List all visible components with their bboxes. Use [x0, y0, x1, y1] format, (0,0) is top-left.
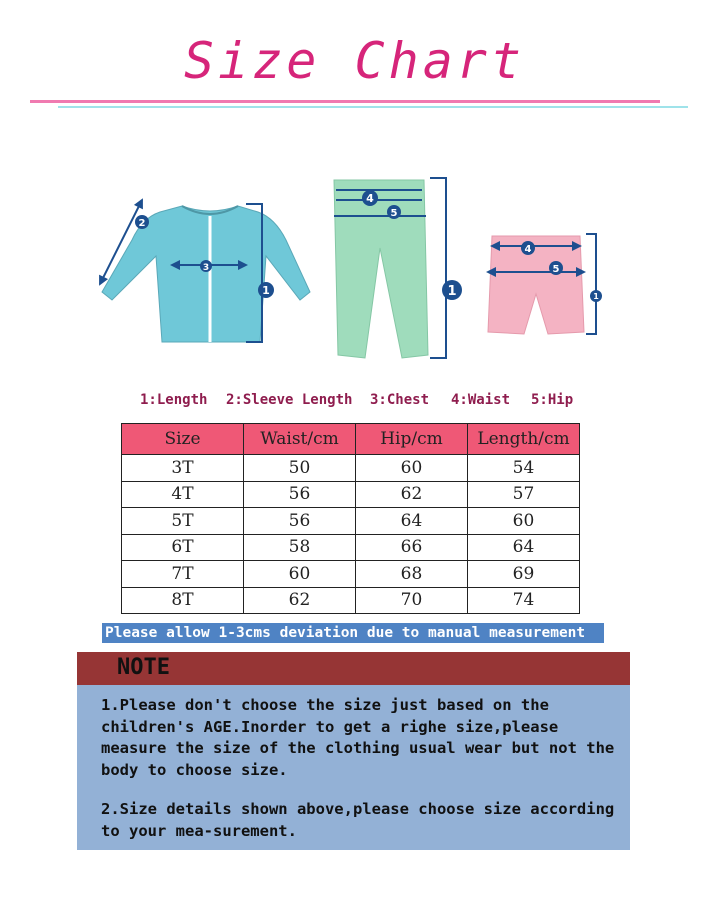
marker-shorts-waist: [521, 241, 535, 255]
header-length: Length/cm: [468, 424, 580, 455]
cell-length: 64: [468, 534, 580, 561]
marker-pants-waist: [362, 190, 378, 206]
svg-text:1: 1: [447, 284, 457, 299]
header-size: Size: [122, 424, 244, 455]
title-underline-cyan: [58, 106, 688, 108]
cell-length: 69: [468, 561, 580, 588]
note-heading: NOTE: [117, 655, 170, 680]
svg-text:1: 1: [262, 284, 270, 297]
cell-size: 7T: [122, 561, 244, 588]
cell-waist: 56: [244, 481, 356, 508]
shorts-figure: [488, 234, 596, 334]
cell-size: 4T: [122, 481, 244, 508]
cell-length: 74: [468, 587, 580, 614]
svg-text:2: 2: [138, 218, 146, 229]
cell-hip: 60: [356, 455, 468, 482]
cell-size: 8T: [122, 587, 244, 614]
note-header: [77, 652, 630, 685]
table-row: [122, 534, 580, 561]
marker-shorts-hip: [549, 261, 563, 275]
note-body: [77, 685, 630, 850]
svg-text:1: 1: [593, 292, 599, 301]
cell-hip: 70: [356, 587, 468, 614]
marker-jacket-length: [258, 282, 274, 298]
cell-hip: 64: [356, 508, 468, 535]
page-title: Size Chart: [183, 32, 526, 90]
cell-size: 3T: [122, 455, 244, 482]
svg-text:5: 5: [552, 264, 560, 275]
marker-pants-length: [442, 280, 462, 300]
legend-hip: 5:Hip: [531, 392, 574, 408]
svg-text:4: 4: [366, 192, 374, 205]
header-waist: Waist/cm: [244, 424, 356, 455]
svg-text:3: 3: [202, 263, 210, 273]
table-row: [122, 481, 580, 508]
table-row: [122, 561, 580, 588]
legend-length: 1:Length: [140, 392, 208, 408]
svg-text:4: 4: [524, 244, 532, 255]
table-row: [122, 455, 580, 482]
cell-waist: 60: [244, 561, 356, 588]
cell-length: 60: [468, 508, 580, 535]
cell-length: 54: [468, 455, 580, 482]
table-row: [122, 508, 580, 535]
legend-chest: 3:Chest: [370, 392, 430, 408]
cell-waist: 62: [244, 587, 356, 614]
marker-pants-hip: [387, 205, 401, 219]
note-item: 2.Size details shown above,please choose size according to your mea-surement.: [101, 800, 615, 840]
cell-hip: 68: [356, 561, 468, 588]
cell-waist: 58: [244, 534, 356, 561]
cell-length: 57: [468, 481, 580, 508]
deviation-notice: Please allow 1-3cms deviation due to manual measurement: [102, 623, 604, 643]
legend-sleeve-length: 2:Sleeve Length: [226, 392, 353, 408]
marker-shorts-length: [590, 290, 602, 302]
cell-size: 5T: [122, 508, 244, 535]
table-row: [122, 587, 580, 614]
title-underline-pink: [30, 100, 660, 103]
pants-figure: [334, 178, 446, 358]
garment-illustrations: [90, 170, 620, 370]
size-table: [121, 423, 580, 614]
header-hip: Hip/cm: [356, 424, 468, 455]
cell-hip: 66: [356, 534, 468, 561]
cell-hip: 62: [356, 481, 468, 508]
svg-text:5: 5: [390, 208, 398, 219]
cell-waist: 50: [244, 455, 356, 482]
cell-waist: 56: [244, 508, 356, 535]
legend-waist: 4:Waist: [451, 392, 511, 408]
marker-jacket-sleeve: [135, 215, 149, 229]
note-item: 1.Please don't choose the size just based on the children's AGE.Inorder to get a righe size,please measure the size of the clothing usual wear but not the body to choose size.: [101, 696, 615, 779]
table-header-row: [122, 424, 580, 455]
cell-size: 6T: [122, 534, 244, 561]
